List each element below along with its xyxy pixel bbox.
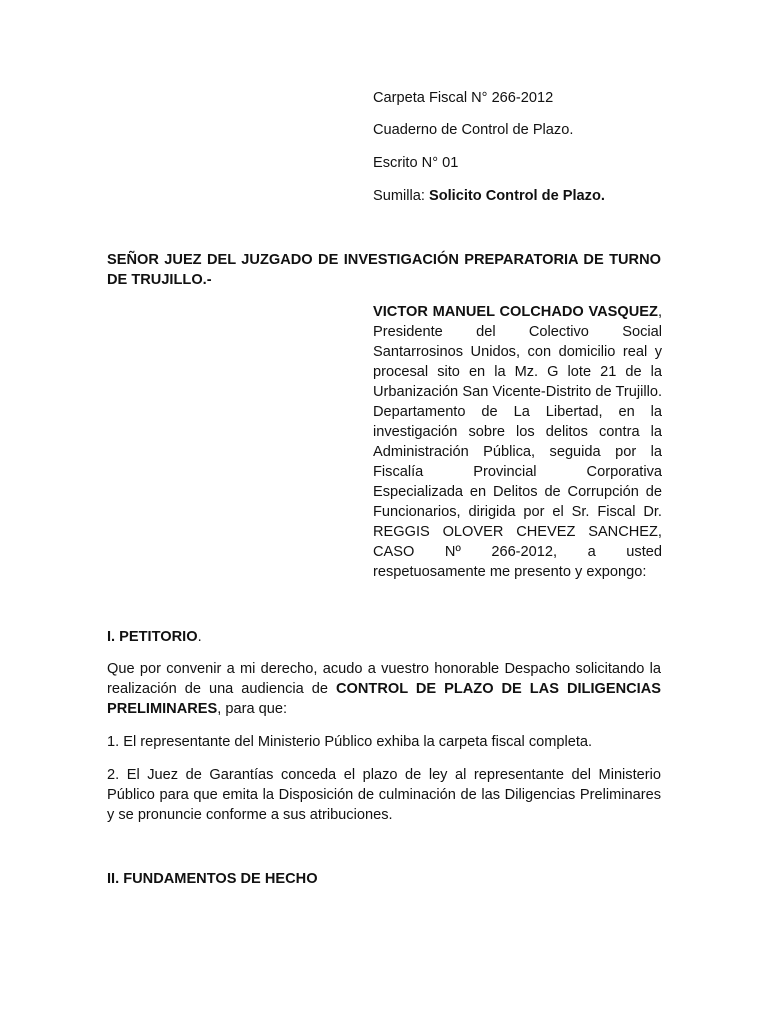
petitorio-item-2: 2. El Juez de Garantías conceda el plazo de ley al representante del Ministerio Público para que emita la Disposición de culminación de las Diligencias Preliminares y se pronuncie conforme a sus atribuciones.: [107, 767, 661, 823]
section-title-petitorio: [107, 627, 202, 647]
petitorio-title-suffix: .: [197, 629, 202, 645]
cuaderno-line: Cuaderno de Control de Plazo.: [373, 122, 574, 138]
petitorio-item-1: 1. El representante del Ministerio Público exhiba la carpeta fiscal completa.: [107, 734, 593, 750]
intro-text: , Presidente del Colectivo Social Santarrosinos Unidos, con domicilio real y procesal sito en la Mz. G lote 21 de la Urbanización San Vicente-Distrito de Trujillo. Departamento de La Libertad, en la investigación sobre los delitos contra la Administración Pública, seguida por la Fiscalía Provincial Corporativa Especializada en Delitos de Corrupción de Funcionarios, dirigida por el Sr. Fiscal Dr. REGGIS OLOVER CHEVEZ SANCHEZ, CASO Nº 266-2012, a usted respetuosamente me presento y expongo:: [373, 304, 662, 580]
section-title-fundamentos: II. FUNDAMENTOS DE HECHO: [107, 871, 318, 887]
sumilla-label: Sumilla:: [373, 188, 429, 204]
sumilla-value: Solicito Control de Plazo.: [428, 188, 605, 204]
petitioner-name: VICTOR MANUEL COLCHADO VASQUEZ: [373, 304, 658, 320]
escrito-line: Escrito N° 01: [373, 155, 459, 171]
petitorio-text-a: Que por convenir a mi derecho, acudo a vuestro honorable Despacho solicitando la realización de una audiencia de: [107, 661, 661, 697]
addressee: SEÑOR JUEZ DEL JUZGADO DE INVESTIGACIÓN PREPARATORIA DE TURNO DE TRUJILLO.-: [107, 252, 661, 288]
petitorio-title: I. PETITORIO: [107, 629, 198, 645]
petitorio-paragraph: [107, 659, 661, 719]
petitorio-text-bold: CONTROL DE PLAZO DE LAS DILIGENCIAS PRELIMINARES: [107, 681, 661, 717]
carpeta-fiscal-line: Carpeta Fiscal N° 266-2012: [373, 90, 554, 106]
petitorio-text-b: , para que:: [217, 701, 288, 717]
sumilla-line: [373, 186, 605, 206]
intro-paragraph: [373, 302, 662, 582]
